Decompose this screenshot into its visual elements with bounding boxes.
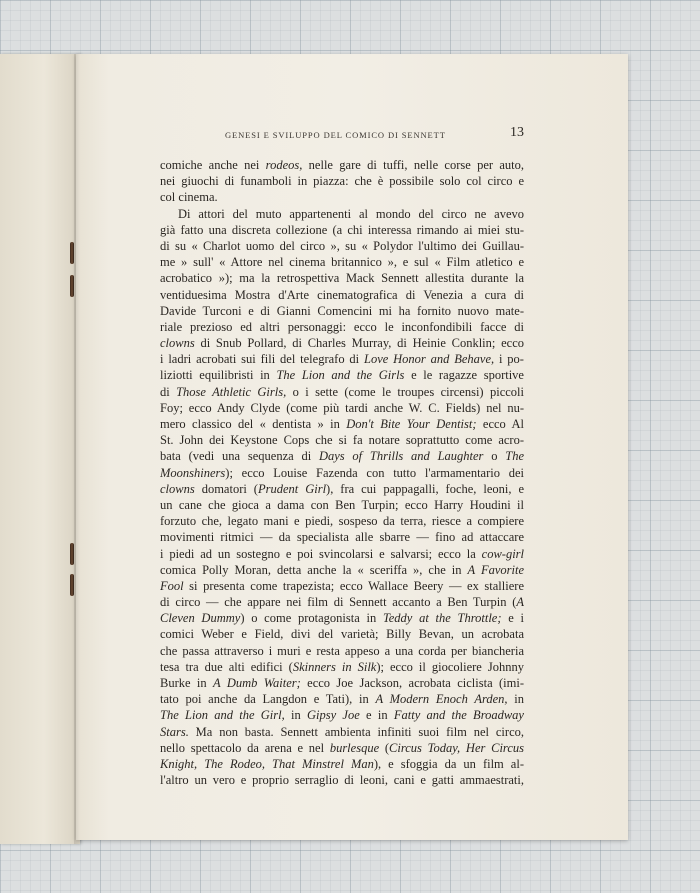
text-line: col cinema. [160, 190, 218, 205]
text-line: ventiduesima Mostra d'Arte cinematografica di Venezia a cura di [160, 287, 524, 302]
text-line: un cane che gioca a dama con Ben Turpin; ecco Harry Houdini il [160, 497, 524, 512]
text-line: l'altro un vero e proprio serraglio di leoni, cani e gatti ammaestrati, [160, 773, 524, 788]
text-line: forzuto che, legato mani e piedi, sospeso da terra, riesce a compiere [160, 514, 524, 529]
text-line: comiche anche nei rodeos, nelle gare di tuffi, nelle corse per auto, [160, 158, 524, 172]
text-line: Burke in A Dumb Waiter; ecco Joe Jackson, acrobata ciclista (imi- [160, 676, 524, 690]
text-line: nello spettacolo da arena e nel burlesque (Circus Today, Her Circus [160, 740, 524, 755]
page-header [160, 127, 524, 143]
text-line: Davide Turconi e di Gianni Comencini mi ha fornito nuovo mate- [160, 303, 524, 318]
page-number: 13 [510, 125, 524, 140]
body-text [160, 157, 524, 788]
text-line: Stars. Ma non basta. Sennett ambienta infiniti suoi film nel circo, [160, 724, 524, 739]
text-line: di su « Charlot uomo del circo », su « Polydor l'ultimo dei Guillau- [160, 238, 524, 253]
text-line: i piedi ad un sostegno e poi svincolarsi e salvarsi; ecco la cow-girl [160, 546, 524, 561]
text-line: me » sull' « Attore nel cinema britannico », e sul « Film atletico e [160, 255, 524, 270]
text-line: comici Weber e Field, divi del varietà; Billy Bevan, un acrobata [160, 627, 524, 642]
text-line: Foy; ecco Andy Clyde (come più tardi anche W. C. Fields) nel nu- [160, 400, 524, 415]
running-head: GENESI E SVILUPPO DEL COMICO DI SENNETT [225, 130, 446, 140]
text-line: di circo — che appare nei film di Sennett accanto a Ben Turpin (A [160, 595, 524, 610]
staple-top-lower [70, 275, 74, 297]
spine-shadow [74, 54, 80, 844]
text-line: i ladri acrobati sui fili del telegrafo di Love Honor and Behave, i po- [160, 352, 524, 367]
staple-bottom-upper [70, 543, 74, 565]
text-line: mero classico del « dentista » in Don't Bite Your Dentist; ecco Al [160, 417, 524, 431]
text-line: Knight, The Rodeo, That Minstrel Man), e sfoggia da un film al- [160, 756, 524, 771]
text-line: tesa tra due alti edifici (Skinners in Silk); ecco il giocoliere Johnny [160, 659, 524, 674]
text-line: movimenti ritmici — da specialista alle sbarre — fino ad attaccare [160, 530, 524, 545]
text-line: riale prezioso ed altri personaggi: ecco le inconfondibili facce di [160, 319, 524, 334]
text-line: Di attori del muto appartenenti al mondo del circo ne avevo [178, 206, 524, 221]
text-line: comica Polly Moran, detta anche la « sceriffa », che in A Favorite [160, 562, 524, 577]
staple-top-upper [70, 242, 74, 264]
text-line: di Those Athletic Girls, o i sette (come le troupes circensi) piccoli [160, 384, 524, 399]
text-line: The Lion and the Girl, in Gipsy Joe e in Fatty and the Broadway [160, 708, 524, 723]
text-line: Cleven Dummy) o come protagonista in Teddy at the Throttle; e i [160, 611, 524, 626]
text-line: bata (vedi una sequenza di Days of Thrills and Laughter o The [160, 449, 524, 464]
text-line: nei giuochi di funamboli in piazza: che è possibile solo col circo e [160, 174, 524, 189]
text-line: liziotti equilibristi in The Lion and the Girls e le ragazze sportive [160, 368, 524, 383]
staple-bottom-lower [70, 574, 74, 596]
text-line: St. John dei Keystone Cops che si fa notare soprattutto come acro- [160, 433, 524, 448]
text-line: tato poi anche da Langdon e Tati), in A Modern Enoch Arden, in [160, 692, 524, 707]
text-line: acrobatico »); ma la retrospettiva Mack Sennett allestita durante la [160, 271, 524, 286]
text-line: già fatto una discreta collezione (a chi interessa rimando ai miei stu- [160, 222, 524, 237]
text-line: clowns di Snub Pollard, di Charles Murray, di Heinie Conklin; ecco [160, 336, 524, 351]
text-line: clowns domatori (Prudent Girl), fra cui pappagalli, foche, leoni, e [160, 481, 524, 496]
text-line: Fool si presenta come trapezista; ecco Wallace Beery — ex stalliere [160, 578, 524, 593]
text-line: che passa attraverso i muri e resta appeso a una corda per biancheria [160, 643, 524, 658]
left-page [0, 54, 80, 844]
text-line: Moonshiners); ecco Louise Fazenda con tutto l'armamentario dei [160, 465, 524, 480]
